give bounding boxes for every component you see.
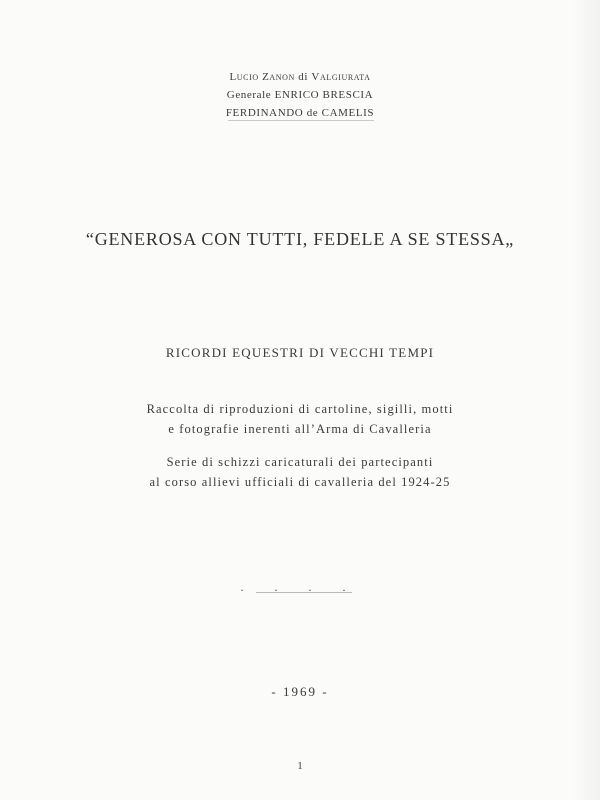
description-line: al corso allievi ufficiali di cavalleria del 1924-25 [149, 475, 451, 489]
author-2-rank: Generale [226, 89, 272, 101]
publication-year: - 1969 - [271, 684, 329, 699]
description-line: e fotografie inerenti all’Arma di Cavalleria [168, 422, 432, 436]
author-3-surname: CAMELIS [321, 107, 375, 119]
author-line-2 [0, 86, 600, 104]
author-3-name: FERDINANDO [225, 107, 304, 119]
author-1-name: Lucio Zanon [229, 71, 295, 83]
authors-divider [228, 120, 374, 121]
description-line: Serie di schizzi caricaturali dei partecipanti [166, 455, 434, 469]
author-line-1 [0, 68, 600, 86]
ornament-rule [256, 592, 352, 593]
description-line: Raccolta di riproduzioni di cartoline, sigilli, motti [146, 402, 454, 416]
motto-title: “GENEROSA CON TUTTI, FEDELE A SE STESSA„ [85, 229, 515, 249]
author-2-name: ENRICO BRESCIA [274, 89, 374, 101]
author-1-particle: di [298, 71, 309, 83]
description-paragraph-2 [0, 452, 600, 492]
description-paragraph-1 [0, 399, 600, 439]
page-number: 1 [297, 760, 303, 772]
author-1-place: Valgiurata [311, 71, 371, 83]
subtitle: RICORDI EQUESTRI DI VECCHI TEMPI [165, 345, 435, 360]
ornament-dots: . . . . [240, 580, 360, 594]
page-edge-shadow [572, 0, 600, 800]
author-3-particle: de [306, 107, 319, 119]
authors-block [0, 68, 600, 122]
